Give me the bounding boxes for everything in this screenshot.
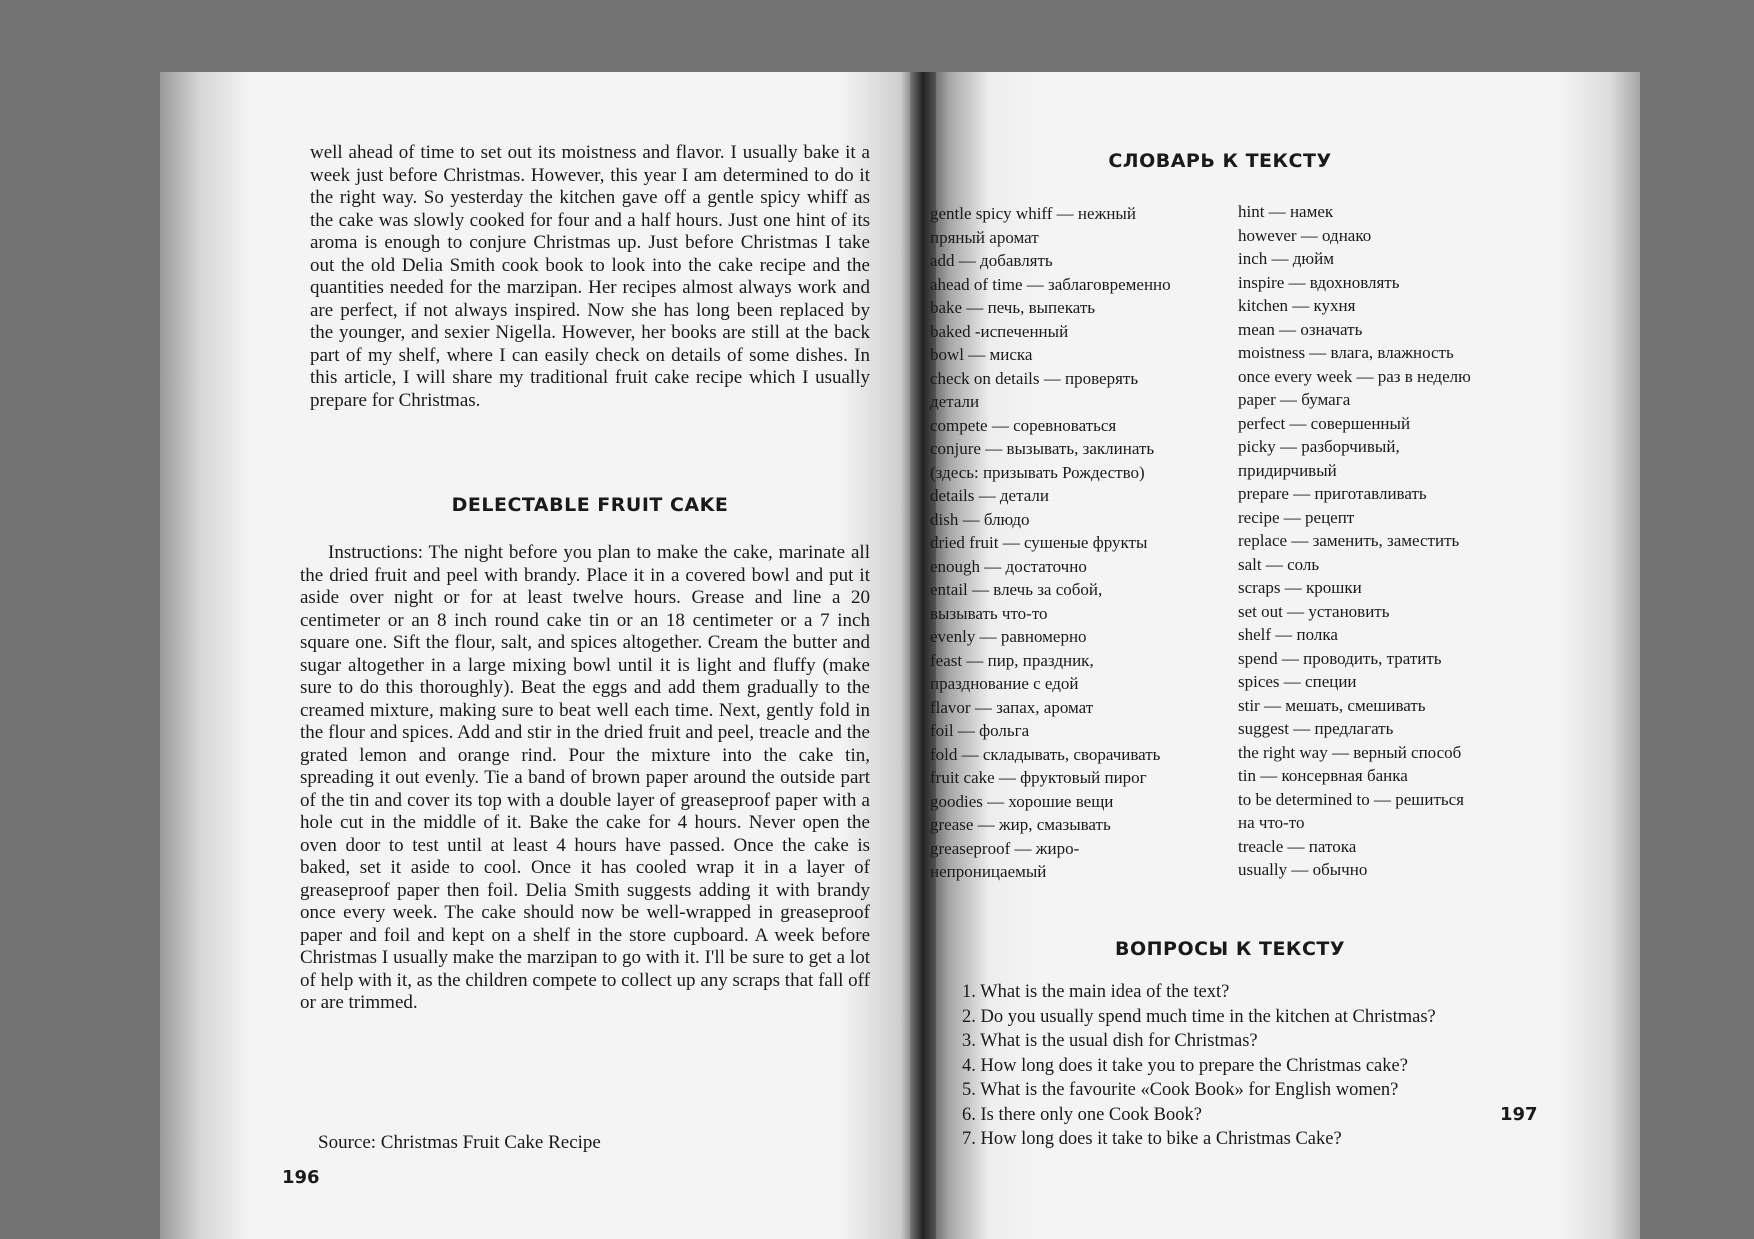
- vocab-entry: shelf — полка: [1238, 625, 1338, 644]
- questions-list: [962, 980, 1562, 1152]
- page-number-right: 197: [1500, 1104, 1538, 1125]
- vocab-entry: вызывать что-то: [930, 603, 1048, 623]
- vocab-entry: perfect — совершенный: [1238, 413, 1411, 433]
- vocab-entry: the right way — верный способ: [1238, 742, 1462, 762]
- intro-text: well ahead of time to set out its moistness and flavor. I usually bake it a week just before Christmas. However, this year I am determined to do it the right way. So yesterday the kitchen gave off a gentle spicy whiff as the cake was slowly cooked for four and a half hours. Just one hint of its aroma is enough to conjure Christmas up. Just before Christmas I take out the old Delia Smith cook book to look into the cake recipe and the quantities needed for the marzipan. Her recipes almost always work and are perfect, if not always inspired. Now she has long been replaced by the younger, and sexier Nigella. However, her books are still at the back part of my shelf, where I can easily check on details of some dishes. In this article, I will share my traditional fruit cake recipe which I usually prepare for Christmas.: [310, 142, 870, 411]
- vocab-entry: spices — специи: [1238, 672, 1357, 691]
- vocab-entry: foil — фольга: [930, 721, 1030, 740]
- vocab-entry: ahead of time — заблаговременно: [930, 274, 1171, 294]
- vocab-entry: dish — блюдо: [930, 509, 1030, 529]
- vocab-entry: fruit cake — фруктовый пирог: [930, 768, 1147, 787]
- vocab-entry: enough — достаточно: [930, 556, 1087, 576]
- vocab-entry: на что-то: [1238, 813, 1305, 832]
- intro-paragraph: [310, 142, 870, 412]
- question-item: 4. How long does it take you to prepare the Christmas cake?: [962, 1055, 1408, 1076]
- vocab-entry: придирчивый: [1238, 460, 1337, 480]
- vocab-entry: hint — намек: [1238, 202, 1334, 221]
- vocab-entry: salt — соль: [1238, 554, 1320, 574]
- vocab-entry: gentle spicy whiff — нежный: [930, 204, 1136, 223]
- vocab-entry: entail — влечь за собой,: [930, 580, 1103, 599]
- vocab-entry: fold — складывать, сворачивать: [930, 744, 1161, 764]
- question-item: 1. What is the main idea of the text?: [962, 982, 1230, 1002]
- vocab-list-right: [1238, 200, 1558, 882]
- vocab-entry: prepare — приготавливать: [1238, 484, 1427, 503]
- vocab-entry: inspire — вдохновлять: [1238, 272, 1400, 292]
- vocab-entry: picky — разборчивый,: [1238, 437, 1400, 456]
- question-item: 5. What is the favourite «Cook Book» for English women?: [962, 1080, 1399, 1100]
- vocab-entry: treacle — патока: [1238, 836, 1357, 856]
- vocab-entry: flavor — запах, аромат: [930, 697, 1094, 717]
- vocab-entry: dried fruit — сушеные фрукты: [930, 533, 1148, 552]
- vocab-entry: spend — проводить, тратить: [1238, 648, 1442, 668]
- vocab-entry: evenly — равномерно: [930, 627, 1087, 646]
- questions-title: ВОПРОСЫ К ТЕКСТУ: [1114, 938, 1346, 960]
- vocab-entry: scraps — крошки: [1238, 578, 1362, 597]
- vocab-entry: пряный аромат: [930, 227, 1039, 247]
- vocab-entry: replace — заменить, заместить: [1238, 531, 1460, 550]
- vocab-entry: conjure — вызывать, заклинать: [930, 439, 1155, 458]
- vocab-entry: details — детали: [930, 486, 1049, 505]
- vocab-entry: детали: [930, 392, 980, 411]
- vocab-entry: greaseproof — жиро-: [930, 838, 1080, 858]
- vocab-list-left: [930, 202, 1230, 884]
- vocab-entry: to be determined to — решиться: [1238, 789, 1464, 809]
- vocab-entry: add — добавлять: [930, 251, 1053, 270]
- vocab-title: СЛОВАРЬ К ТЕКСТУ: [1108, 150, 1332, 172]
- vocab-entry: stir — мешать, смешивать: [1238, 695, 1426, 715]
- vocab-entry: recipe — рецепт: [1238, 507, 1355, 527]
- vocab-entry: moistness — влага, влажность: [1238, 343, 1454, 362]
- vocab-entry: tin — консервная банка: [1238, 766, 1408, 785]
- vocab-entry: feast — пир, праздник,: [930, 650, 1094, 670]
- vocab-entry: usually — обычно: [1238, 860, 1368, 879]
- vocab-entry: compete — соревноваться: [930, 415, 1117, 435]
- vocab-entry: празднование с едой: [930, 674, 1079, 693]
- source-line: Source: Christmas Fruit Cake Recipe: [318, 1132, 601, 1153]
- left-page: [160, 72, 920, 1239]
- vocab-entry: bake — печь, выпекать: [930, 298, 1095, 317]
- instructions-paragraph: [300, 542, 870, 1015]
- vocab-entry: kitchen — кухня: [1238, 296, 1356, 315]
- vocab-entry: (здесь: призывать Рождество): [930, 462, 1145, 482]
- vocab-entry: bowl — миска: [930, 345, 1033, 364]
- vocab-entry: set out — установить: [1238, 601, 1390, 621]
- vocab-entry: suggest — предлагать: [1238, 719, 1394, 738]
- vocab-entry: grease — жир, смазывать: [930, 815, 1111, 834]
- vocab-entry: непроницаемый: [930, 862, 1047, 881]
- recipe-title: DELECTABLE FRUIT CAKE: [451, 494, 729, 516]
- question-item: 7. How long does it take to bike a Christmas Cake?: [962, 1129, 1342, 1149]
- question-item: 2. Do you usually spend much time in the kitchen at Christmas?: [962, 1006, 1436, 1027]
- question-item: 6. Is there only one Cook Book?: [962, 1104, 1202, 1125]
- vocab-entry: paper — бумага: [1238, 390, 1351, 409]
- vocab-entry: baked -испеченный: [930, 321, 1069, 341]
- vocab-entry: however — однако: [1238, 225, 1372, 245]
- instructions-text: Instructions: The night before you plan to make the cake, marinate all the dried fruit and peel with brandy. Place it in a covered bowl and put it aside over night or for at least twelve hours. Grease and line a 20 centimeter or an 8 inch round cake tin or an 18 centimeter or a 7 inch square one. Sift the flour, salt, and spices altogether. Cream the butter and sugar altogether in a large mixing bowl until it is light and fluffy (make sure to do this thoroughly). Beat the eggs and add them gradually to the creamed mixture, making sure to beat well each time. Next, gently fold in the flour and spices. Add and stir in the dried fruit and peel, treacle and the grated lemon and orange rind. Pour the mixture into the cake tin, spreading it out evenly. Tie a band of brown paper around the outside part of the tin and cover its top with a double layer of greaseproof paper with a hole cut in the middle of it. Bake the cake for 4 hours. Never open the oven door to test until at least 4 hours have passed. Once the cake is baked, set it aside to cool. Once it has cooled wrap it in a layer of greaseproof paper then foil. Delia Smith suggests adding it with brandy once every week. The cake should now be well-wrapped in greaseproof paper and foil and kept on a shelf in the store cupboard. A week before Christmas I usually make the marzipan to go with it. I'll be sure to get a lot of help with it, as the children compete to collect up any scraps that fall off or are trimmed.: [300, 542, 870, 1013]
- vocab-entry: goodies — хорошие вещи: [930, 791, 1114, 811]
- vocab-entry: mean — означать: [1238, 319, 1363, 339]
- vocab-entry: once every week — раз в неделю: [1238, 366, 1471, 386]
- page-number-left: 196: [282, 1167, 320, 1188]
- vocab-entry: inch — дюйм: [1238, 249, 1334, 268]
- question-item: 3. What is the usual dish for Christmas?: [962, 1031, 1258, 1051]
- vocab-entry: check on details — проверять: [930, 368, 1139, 388]
